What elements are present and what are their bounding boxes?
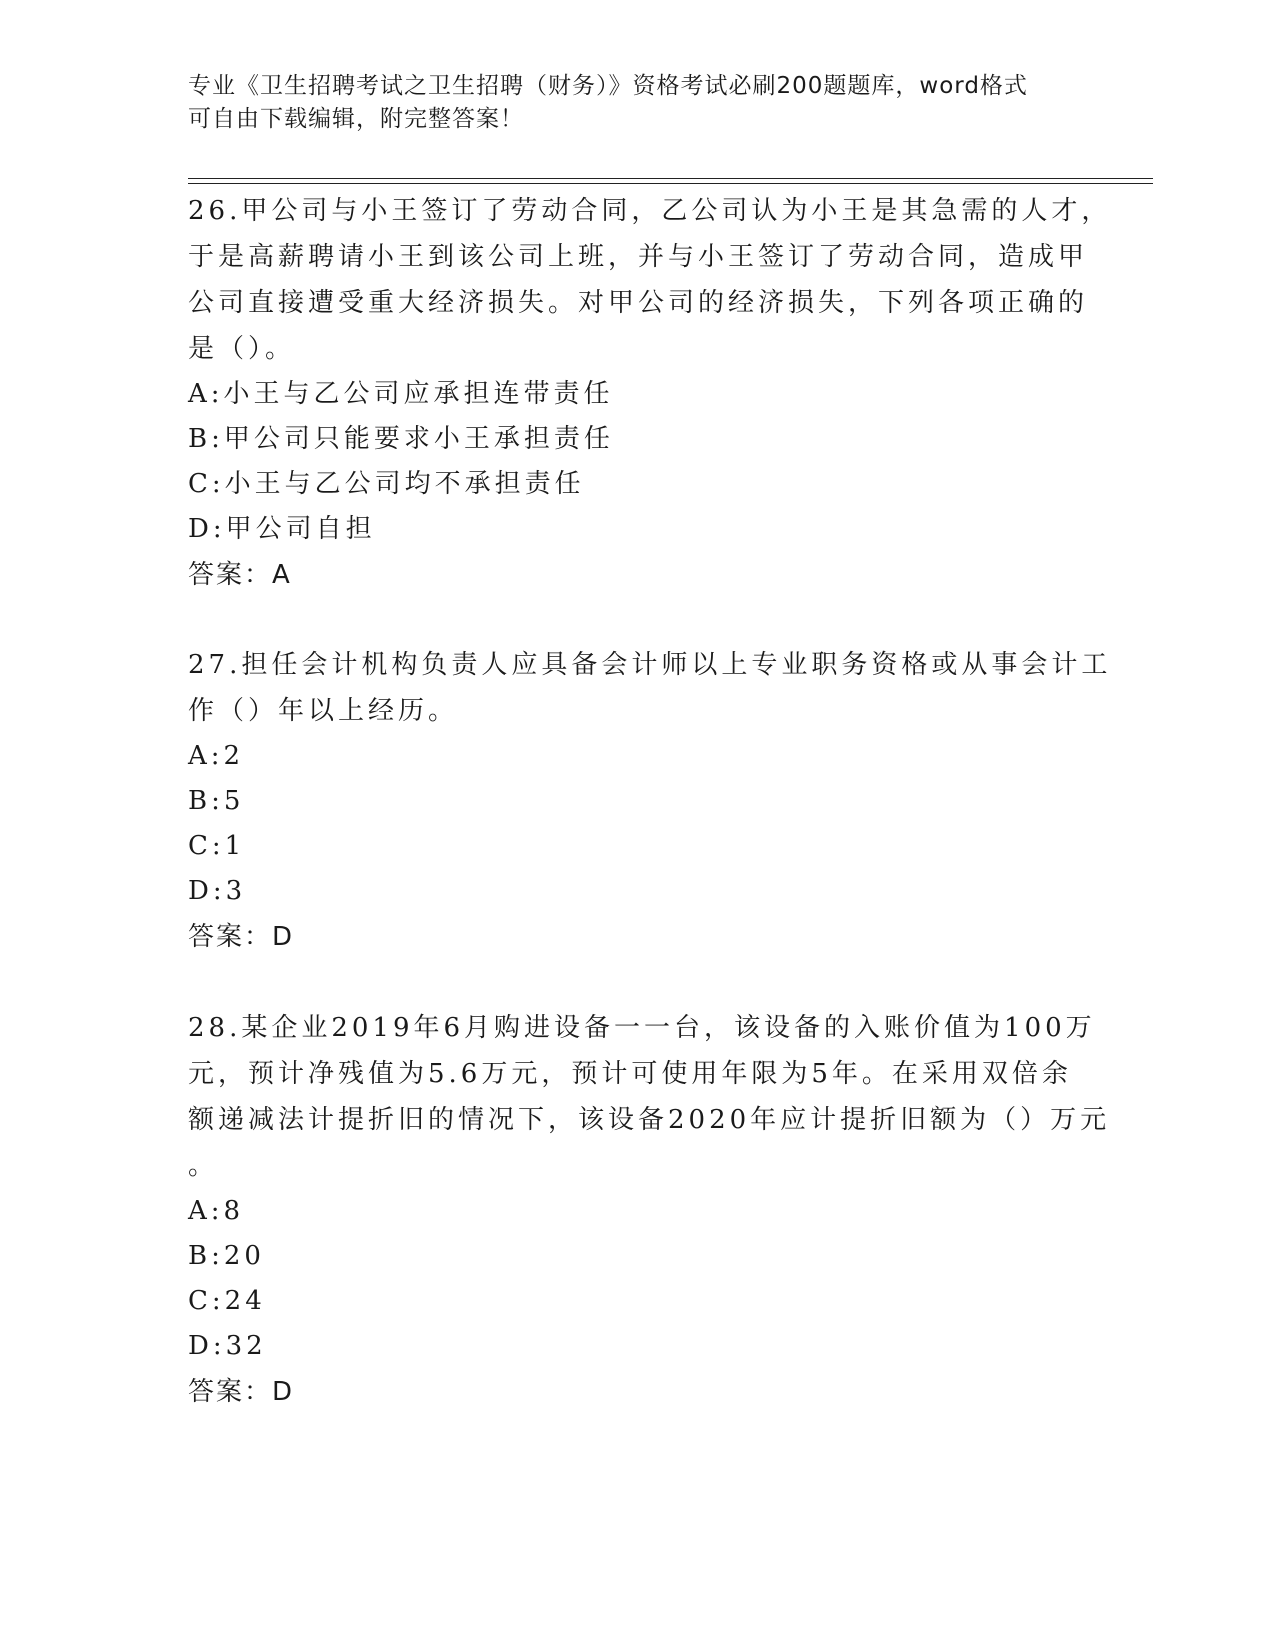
header-divider-top	[188, 178, 1153, 179]
header-line-1: 专业《卫生招聘考试之卫生招聘（财务）》资格考试必刷200题题库，word格式	[188, 73, 1028, 99]
document-header	[188, 70, 1068, 136]
question-stem-line: 28.某企业2019年6月购进设备一一台，该设备的入账价值为100万	[188, 1013, 1096, 1043]
option-a: A:小王与乙公司应承担连带责任	[188, 379, 614, 409]
question-stem-line: 。	[188, 1151, 219, 1181]
option-b: B:5	[188, 786, 245, 816]
question-stem-line: 额递减法计提折旧的情况下，该设备2020年应计提折旧额为（）万元	[188, 1105, 1111, 1135]
answer-label: 答案：D	[188, 1377, 295, 1407]
question-28	[188, 1005, 1111, 1415]
option-c: C:1	[188, 831, 246, 861]
option-d: D:3	[188, 876, 247, 906]
answer-label: 答案：D	[188, 922, 295, 952]
option-a: A:2	[188, 741, 245, 771]
question-stem-line: 27.担任会计机构负责人应具备会计师以上专业职务资格或从事会计工	[188, 650, 1112, 680]
option-c: C:小王与乙公司均不承担责任	[188, 469, 585, 499]
option-c: C:24	[188, 1286, 266, 1316]
question-stem-line: 公司直接遭受重大经济损失。对甲公司的经济损失，下列各项正确的	[188, 288, 1089, 318]
question-27	[188, 642, 1112, 960]
answer-label: 答案：A	[188, 560, 292, 590]
question-stem-line: 作（）年以上经历。	[188, 696, 459, 726]
question-stem-line: 26.甲公司与小王签订了劳动合同，乙公司认为小王是其急需的人才，	[188, 196, 1112, 226]
question-stem-line: 于是高薪聘请小王到该公司上班，并与小王签订了劳动合同，造成甲	[188, 242, 1089, 272]
question-26	[188, 188, 1112, 598]
option-d: D:甲公司自担	[188, 514, 376, 544]
header-line-2: 可自由下载编辑，附完整答案！	[188, 106, 524, 132]
question-stem-line: 元，预计净残值为5.6万元，预计可使用年限为5年。在采用双倍余	[188, 1059, 1072, 1089]
option-b: B:20	[188, 1241, 265, 1271]
question-stem-line: 是（）。	[188, 334, 296, 364]
option-a: A:8	[188, 1196, 245, 1226]
header-divider-bottom	[188, 183, 1153, 184]
option-d: D:32	[188, 1331, 267, 1361]
option-b: B:甲公司只能要求小王承担责任	[188, 424, 614, 454]
